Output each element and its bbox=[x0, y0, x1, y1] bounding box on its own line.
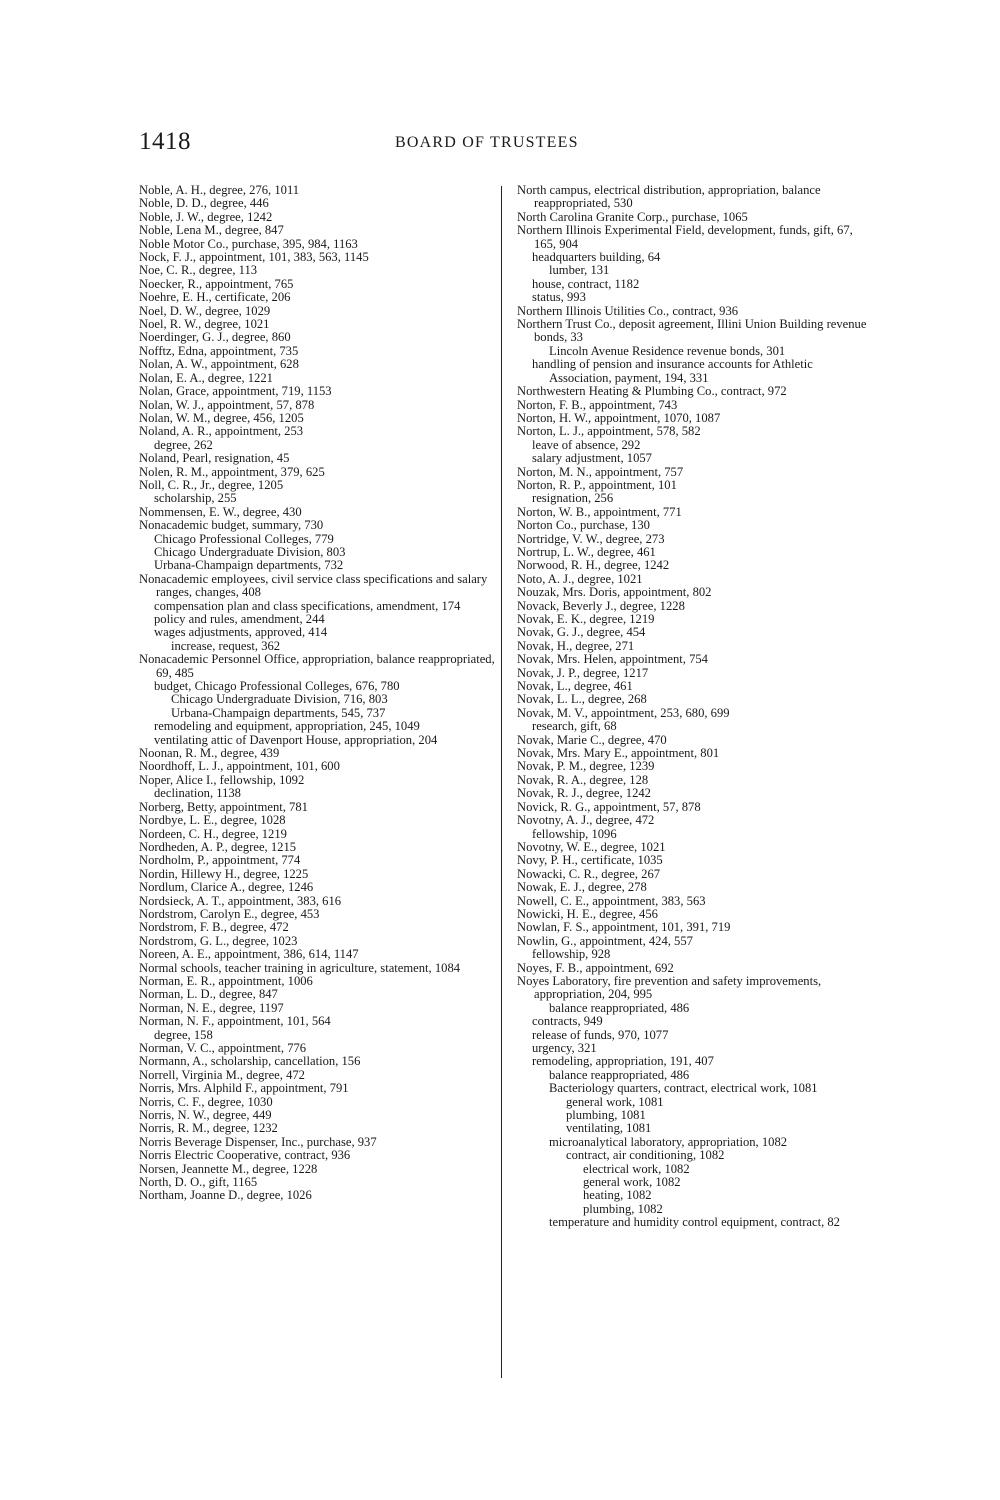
index-entry: Novotny, A. J., degree, 472 bbox=[517, 813, 655, 828]
index-entry: Nowak, E. J., degree, 278 bbox=[517, 880, 647, 895]
index-subentry: degree, 262 bbox=[154, 437, 213, 452]
index-entry: Nowacki, C. R., degree, 267 bbox=[517, 866, 661, 881]
index-entry: Norman, L. D., degree, 847 bbox=[139, 987, 278, 1002]
index-subentry: balance reappropriated, 486 bbox=[549, 1067, 690, 1082]
index-entry: Norris, C. F., degree, 1030 bbox=[139, 1094, 273, 1109]
index-subentry: compensation plan and class specifications, amendment, 174 bbox=[154, 598, 461, 613]
index-subentry: heating, 1082 bbox=[583, 1188, 652, 1203]
index-subentry: Urbana-Champaign departments, 545, 737 bbox=[171, 705, 386, 720]
index-entry: Nordsieck, A. T., appointment, 383, 616 bbox=[139, 893, 342, 908]
index-entry: Norton, R. P., appointment, 101 bbox=[517, 477, 677, 492]
index-subentry: fellowship, 928 bbox=[532, 947, 611, 962]
index-entry: Norton, F. B., appointment, 743 bbox=[517, 397, 678, 412]
index-subentry: microanalytical laboratory, appropriation, 1082 bbox=[549, 1134, 788, 1149]
index-entry: Novy, P. H., certificate, 1035 bbox=[517, 853, 663, 868]
index-entry: Norton, M. N., appointment, 757 bbox=[517, 464, 684, 479]
index-entry: Noll, C. R., Jr., degree, 1205 bbox=[139, 477, 284, 492]
index-entry: Nortrup, L. W., degree, 461 bbox=[517, 544, 656, 559]
index-entry: Norman, N. F., appointment, 101, 564 bbox=[139, 1014, 331, 1029]
index-subentry: plumbing, 1082 bbox=[583, 1201, 663, 1216]
index-subentry: Chicago Undergraduate Division, 716, 803 bbox=[171, 692, 388, 707]
index-entry: Noto, A. J., degree, 1021 bbox=[517, 571, 643, 586]
index-entry: Novick, R. G., appointment, 57, 878 bbox=[517, 799, 701, 814]
index-subentry: contracts, 949 bbox=[532, 1014, 603, 1029]
index-subentry: fellowship, 1096 bbox=[532, 826, 617, 841]
index-entry: Nowell, C. E., appointment, 383, 563 bbox=[517, 893, 706, 908]
index-subentry: lumber, 131 bbox=[549, 263, 610, 278]
index-entry: Nock, F. J., appointment, 101, 383, 563, 1145 bbox=[139, 250, 369, 265]
index-entry: Nordstrom, G. L., degree, 1023 bbox=[139, 933, 298, 948]
index-entry: Novak, L. L., degree, 268 bbox=[517, 692, 647, 707]
index-subentry: Lincoln Avenue Residence revenue bonds, 301 bbox=[549, 343, 786, 358]
index-entry: Novak, G. J., degree, 454 bbox=[517, 625, 646, 640]
index-entry: Nowlan, F. S., appointment, 101, 391, 719 bbox=[517, 920, 731, 935]
running-title: BOARD OF TRUSTEES bbox=[395, 134, 579, 151]
index-subentry: plumbing, 1081 bbox=[566, 1108, 646, 1123]
index-entry: Novak, L., degree, 461 bbox=[517, 679, 633, 694]
index-entry: Norsen, Jeannette M., degree, 1228 bbox=[139, 1161, 318, 1176]
index-entry: Noble, Lena M., degree, 847 bbox=[139, 223, 284, 238]
index-subentry: house, contract, 1182 bbox=[532, 276, 640, 291]
index-subentry: increase, request, 362 bbox=[171, 638, 281, 653]
index-subentry: resignation, 256 bbox=[532, 491, 614, 506]
index-subentry: declination, 1138 bbox=[154, 786, 241, 801]
index-entry: Novak, Mrs. Mary E., appointment, 801 bbox=[517, 746, 720, 761]
index-subentry: wages adjustments, approved, 414 bbox=[154, 625, 328, 640]
index-entry: Norman, E. R., appointment, 1006 bbox=[139, 973, 313, 988]
index-entry: Norris, N. W., degree, 449 bbox=[139, 1108, 272, 1123]
index-subentry: Urbana-Champaign departments, 732 bbox=[154, 558, 344, 573]
index-column-left bbox=[139, 184, 495, 1203]
index-entry: Nolan, W. M., degree, 456, 1205 bbox=[139, 410, 304, 425]
index-entry: Novak, Mrs. Helen, appointment, 754 bbox=[517, 652, 708, 667]
index-entry: Nonacademic budget, summary, 730 bbox=[139, 518, 324, 533]
index-entry: Nordstrom, F. B., degree, 472 bbox=[139, 920, 289, 935]
index-entry: Noe, C. R., degree, 113 bbox=[139, 263, 258, 278]
index-subentry: handling of pension and insurance accounts for Athletic Association, payment, 194, 331 bbox=[532, 357, 813, 385]
index-entry: Northern Trust Co., deposit agreement, Illini Union Building revenue bonds, 33 bbox=[517, 317, 867, 345]
index-entry: Northwestern Heating & Plumbing Co., contract, 972 bbox=[517, 384, 787, 399]
index-entry: Novak, Marie C., degree, 470 bbox=[517, 732, 667, 747]
index-entry: Nommensen, E. W., degree, 430 bbox=[139, 504, 302, 519]
index-subentry: budget, Chicago Professional Colleges, 676, 780 bbox=[154, 679, 400, 694]
column-divider bbox=[501, 186, 502, 1378]
index-entry: Nolan, A. W., appointment, 628 bbox=[139, 357, 299, 372]
index-column-right bbox=[517, 184, 873, 1230]
index-entry: Novotny, W. E., degree, 1021 bbox=[517, 839, 666, 854]
index-entry: Nordstrom, Carolyn E., degree, 453 bbox=[139, 906, 320, 921]
index-subentry: temperature and humidity control equipment, contract, 82 bbox=[549, 1215, 840, 1230]
index-entry: Nordeen, C. H., degree, 1219 bbox=[139, 826, 287, 841]
index-entry: Nowlin, G., appointment, 424, 557 bbox=[517, 933, 693, 948]
index-entry: Nordbye, L. E., degree, 1028 bbox=[139, 813, 286, 828]
index-subentry: salary adjustment, 1057 bbox=[532, 451, 652, 466]
index-entry: Norman, N. E., degree, 1197 bbox=[139, 1000, 284, 1015]
index-subentry: general work, 1082 bbox=[583, 1175, 681, 1190]
index-subentry: urgency, 321 bbox=[532, 1041, 597, 1055]
index-entry: Noble, D. D., degree, 446 bbox=[139, 196, 269, 211]
index-entry: Norton, L. J., appointment, 578, 582 bbox=[517, 424, 701, 439]
index-entry: Noyes Laboratory, fire prevention and safety improvements, appropriation, 204, 995 bbox=[517, 973, 822, 1002]
index-entry: Nordin, Hillewy H., degree, 1225 bbox=[139, 866, 309, 881]
index-subentry: Chicago Undergraduate Division, 803 bbox=[154, 544, 346, 559]
index-entry: Nordlum, Clarice A., degree, 1246 bbox=[139, 880, 314, 895]
index-entry: Nordholm, P., appointment, 774 bbox=[139, 853, 301, 868]
index-entry: Noble, A. H., degree, 276, 1011 bbox=[139, 183, 300, 197]
index-subentry: general work, 1081 bbox=[566, 1094, 664, 1109]
index-entry: Nonacademic employees, civil service class specifications and salary ranges, changes, 408 bbox=[139, 571, 488, 600]
index-entry: Novak, R. J., degree, 1242 bbox=[517, 786, 651, 801]
index-entry: Novack, Beverly J., degree, 1228 bbox=[517, 598, 685, 613]
index-subentry: contract, air conditioning, 1082 bbox=[566, 1148, 725, 1163]
index-entry: Noble Motor Co., purchase, 395, 984, 1163 bbox=[139, 236, 358, 251]
index-entry: Northern Illinois Experimental Field, development, funds, gift, 67, 165, 904 bbox=[517, 223, 853, 251]
index-subentry: Chicago Professional Colleges, 779 bbox=[154, 531, 334, 546]
index-entry: Noland, A. R., appointment, 253 bbox=[139, 424, 304, 439]
index-subentry: ventilating attic of Davenport House, appropriation, 204 bbox=[154, 732, 438, 747]
index-entry: Northam, Joanne D., degree, 1026 bbox=[139, 1188, 312, 1203]
index-entry: Nolan, E. A., degree, 1221 bbox=[139, 370, 273, 385]
index-entry: Nortridge, V. W., degree, 273 bbox=[517, 531, 665, 546]
index-entry: Norris Electric Cooperative, contract, 936 bbox=[139, 1148, 351, 1163]
index-entry: Nofftz, Edna, appointment, 735 bbox=[139, 343, 299, 358]
index-entry: Novak, P. M., degree, 1239 bbox=[517, 759, 655, 774]
index-entry: Norton Co., purchase, 130 bbox=[517, 518, 650, 533]
index-entry: North Carolina Granite Corp., purchase, 1065 bbox=[517, 209, 748, 224]
index-entry: Noel, R. W., degree, 1021 bbox=[139, 317, 270, 332]
index-entry: Northern Illinois Utilities Co., contract, 936 bbox=[517, 303, 739, 318]
index-subentry: remodeling, appropriation, 191, 407 bbox=[532, 1054, 714, 1069]
index-entry: Norberg, Betty, appointment, 781 bbox=[139, 799, 308, 814]
index-entry: Nouzak, Mrs. Doris, appointment, 802 bbox=[517, 585, 712, 600]
index-entry: Novak, E. K., degree, 1219 bbox=[517, 612, 655, 626]
index-subentry: status, 993 bbox=[532, 290, 586, 305]
index-entry: Norman, V. C., appointment, 776 bbox=[139, 1041, 307, 1055]
index-entry: Nordheden, A. P., degree, 1215 bbox=[139, 839, 297, 854]
index-subentry: remodeling and equipment, appropriation, 245, 1049 bbox=[154, 719, 420, 734]
index-subentry: release of funds, 970, 1077 bbox=[532, 1027, 669, 1042]
index-subentry: balance reappropriated, 486 bbox=[549, 1000, 690, 1015]
index-entry: Noel, D. W., degree, 1029 bbox=[139, 303, 271, 318]
index-subentry: ventilating, 1081 bbox=[566, 1121, 652, 1136]
index-entry: North campus, electrical distribution, appropriation, balance reappropriated, 530 bbox=[517, 183, 821, 211]
index-entry: Noreen, A. E., appointment, 386, 614, 1147 bbox=[139, 947, 359, 962]
index-entry: Novak, R. A., degree, 128 bbox=[517, 772, 649, 787]
index-entry: Noper, Alice I., fellowship, 1092 bbox=[139, 772, 305, 787]
index-subentry: headquarters building, 64 bbox=[532, 250, 661, 265]
index-entry: Nolan, Grace, appointment, 719, 1153 bbox=[139, 384, 332, 399]
page-number: 1418 bbox=[139, 128, 191, 155]
index-entry: Normal schools, teacher training in agriculture, statement, 1084 bbox=[139, 960, 461, 975]
index-entry: Noyes, F. B., appointment, 692 bbox=[517, 960, 674, 975]
index-entry: Norris, Mrs. Alphild F., appointment, 791 bbox=[139, 1081, 349, 1096]
index-entry: Norris, R. M., degree, 1232 bbox=[139, 1121, 278, 1136]
index-subentry: leave of absence, 292 bbox=[532, 437, 641, 452]
index-entry: Noehre, E. H., certificate, 206 bbox=[139, 290, 291, 305]
page-header bbox=[139, 128, 879, 162]
index-entry: Noerdinger, G. J., degree, 860 bbox=[139, 330, 291, 345]
index-entry: Noordhoff, L. J., appointment, 101, 600 bbox=[139, 759, 340, 774]
index-entry: Novak, M. V., appointment, 253, 680, 699 bbox=[517, 705, 730, 720]
index-subentry: policy and rules, amendment, 244 bbox=[154, 612, 325, 626]
index-entry: Normann, A., scholarship, cancellation, 156 bbox=[139, 1054, 361, 1069]
index-subentry: electrical work, 1082 bbox=[583, 1161, 690, 1176]
index-entry: Noble, J. W., degree, 1242 bbox=[139, 209, 273, 224]
index-subentry: research, gift, 68 bbox=[532, 719, 617, 734]
index-entry: Noecker, R., appointment, 765 bbox=[139, 276, 294, 291]
index-entry: Nolan, W. J., appointment, 57, 878 bbox=[139, 397, 315, 412]
index-entry: Norton, H. W., appointment, 1070, 1087 bbox=[517, 410, 721, 425]
index-entry: Novak, J. P., degree, 1217 bbox=[517, 665, 649, 680]
index-subentry: scholarship, 255 bbox=[154, 491, 237, 506]
index-subentry: Bacteriology quarters, contract, electrical work, 1081 bbox=[549, 1081, 818, 1096]
index-entry: Nolen, R. M., appointment, 379, 625 bbox=[139, 464, 325, 479]
index-entry: Norwood, R. H., degree, 1242 bbox=[517, 558, 670, 573]
index-entry: Norton, W. B., appointment, 771 bbox=[517, 504, 682, 519]
index-entry: North, D. O., gift, 1165 bbox=[139, 1175, 258, 1190]
index-entry: Noonan, R. M., degree, 439 bbox=[139, 746, 280, 761]
index-entry: Nowicki, H. E., degree, 456 bbox=[517, 906, 658, 921]
index-entry: Norrell, Virginia M., degree, 472 bbox=[139, 1067, 305, 1082]
index-entry: Novak, H., degree, 271 bbox=[517, 638, 635, 653]
index-entry: Norris Beverage Dispenser, Inc., purchase, 937 bbox=[139, 1134, 377, 1149]
index-entry: Noland, Pearl, resignation, 45 bbox=[139, 451, 290, 466]
index-entry: Nonacademic Personnel Office, appropriation, balance reappropriated, 69, 485 bbox=[139, 652, 495, 680]
index-subentry: degree, 158 bbox=[154, 1027, 213, 1042]
